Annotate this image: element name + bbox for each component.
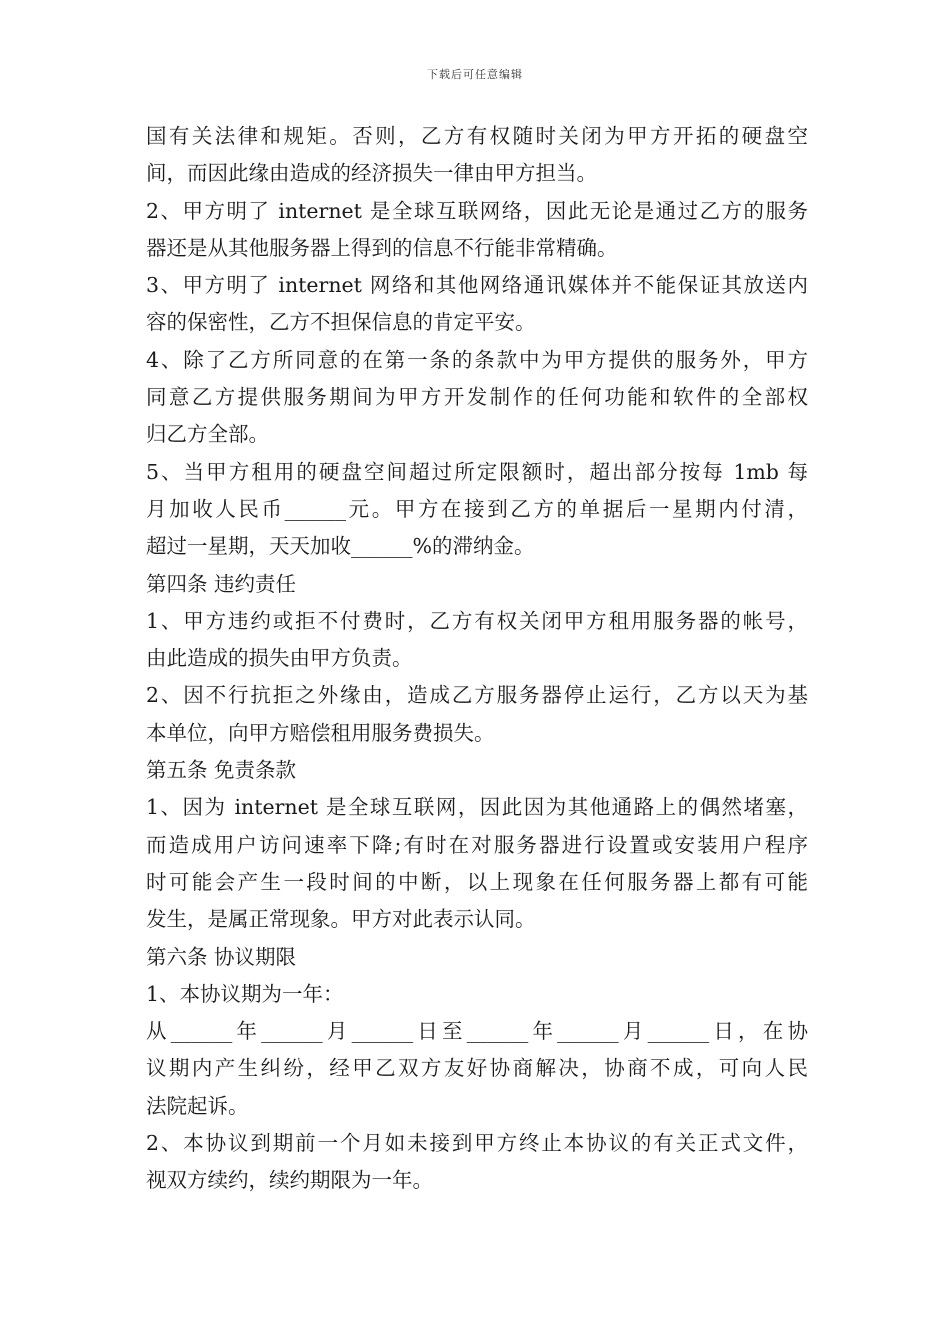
text-line: 视双方续约，续约期限为一年。 — [146, 1168, 433, 1193]
text-line: 国有关法律和规矩。否则，乙方有权随时关闭为甲方开拓的硬盘空 — [146, 124, 808, 148]
text-line: 容的保密性，乙方不担保信息的肯定平安。 — [146, 310, 536, 335]
document-body — [146, 118, 808, 1200]
text-line: 器还是从其他服务器上得到的信息不行能非常精确。 — [146, 235, 618, 260]
text-line: 发生，是属正常现象。甲方对此表示认同。 — [146, 907, 536, 932]
text-line: 4、除了乙方所同意的在第一条的条款中为甲方提供的服务外，甲方 — [146, 347, 808, 372]
text-line: 2、因不行抗拒之外缘由，造成乙方服务器停止运行，乙方以天为基 — [146, 683, 808, 708]
text-line: 由此造成的损失由甲方负责。 — [146, 646, 413, 671]
text-line: 而造成用户访问速率下降;有时在对服务器进行设置或安装用户程序 — [146, 832, 808, 857]
text-line: 第四条 违约责任 — [146, 571, 297, 596]
text-line: 时可能会产生一段时间的中断，以上现象在任何服务器上都有可能 — [146, 869, 808, 894]
text-line: 1、本协议期为一年： — [146, 981, 344, 1006]
text-line: 第五条 免责条款 — [146, 758, 297, 783]
page-header: 下载后可任意编辑 — [427, 68, 523, 81]
text-line: 2、甲方明了 internet 是全球互联网络，因此无论是通过乙方的服务 — [146, 198, 808, 223]
text-line: 同意乙方提供服务期间为甲方开发制作的任何功能和软件的全部权 — [146, 385, 808, 410]
text-line: 间，而因此缘由造成的经济损失一律由甲方担当。 — [146, 161, 597, 186]
text-line: 5、当甲方租用的硬盘空间超过所定限额时，超出部分按每 1mb 每 — [146, 459, 808, 484]
text-line: 超过一星期，天天加收______%的滞纳金。 — [146, 534, 535, 559]
text-line: 议期内产生纠纷，经甲乙双方友好协商解决，协商不成，可向人民 — [146, 1056, 808, 1081]
text-line: 第六条 协议期限 — [146, 944, 297, 969]
text-line: 本单位，向甲方赔偿租用服务费损失。 — [146, 720, 495, 745]
text-line: 从______年______月______日至______年______月______日，在协 — [146, 1019, 808, 1044]
text-line: 归乙方全部。 — [146, 422, 269, 447]
text-line: 法院起诉。 — [146, 1093, 249, 1118]
text-line: 月加收人民币______元。甲方在接到乙方的单据后一星期内付清， — [146, 496, 808, 521]
text-line: 1、因为 internet 是全球互联网，因此因为其他通路上的偶然堵塞， — [146, 795, 808, 820]
text-line: 3、甲方明了 internet 网络和其他网络通讯媒体并不能保证其放送内 — [146, 273, 808, 298]
text-line: 2、本协议到期前一个月如未接到甲方终止本协议的有关正式文件， — [146, 1131, 808, 1156]
text-line: 1、甲方违约或拒不付费时，乙方有权关闭甲方租用服务器的帐号， — [146, 608, 808, 633]
